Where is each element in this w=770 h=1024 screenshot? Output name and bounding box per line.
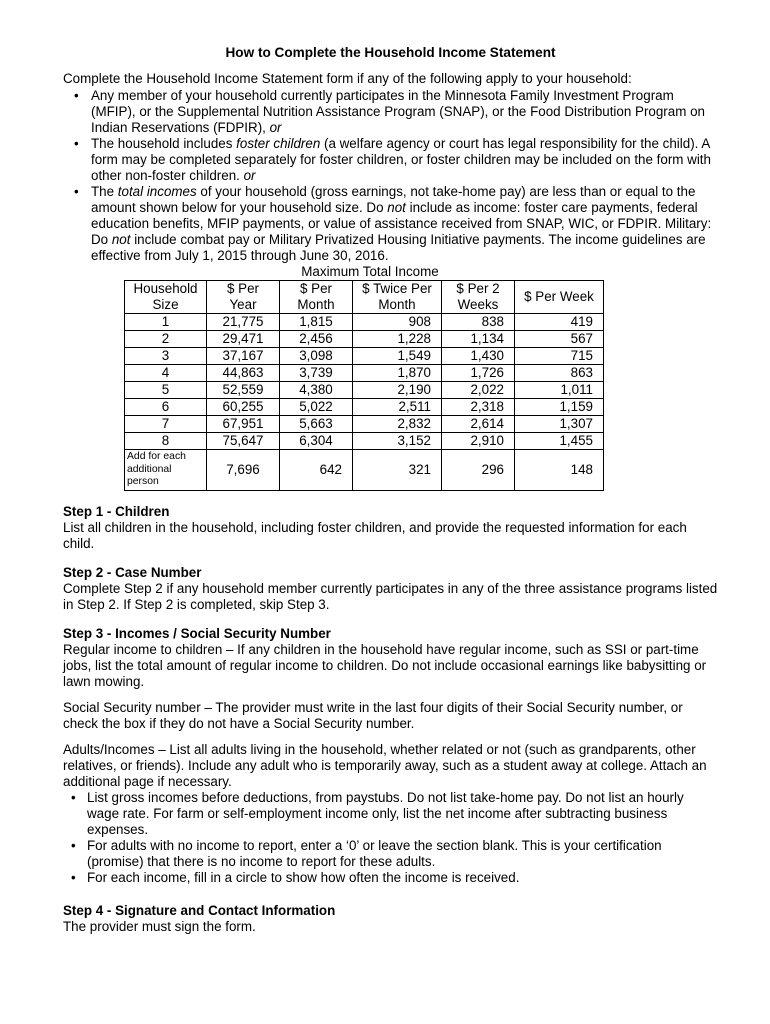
header-twice-per-month: $ Twice Per Month [353, 281, 442, 314]
table-cell: 4,380 [280, 382, 353, 399]
eligibility-or: or [243, 168, 256, 183]
table-cell: 1,228 [353, 331, 442, 348]
table-row [125, 433, 604, 450]
household-size-cell: 1 [125, 314, 207, 331]
step3-heading: Step 3 - Incomes / Social Security Number [63, 626, 331, 641]
table-cell: 2,511 [353, 399, 442, 416]
table-cell: 2,910 [442, 433, 515, 450]
step1-text: List all children in the household, including foster children, and provide the requested information for each child. [63, 520, 687, 551]
table-cell: 6,304 [280, 433, 353, 450]
step3-ssn-text: Social Security number – The provider must write in the last four digits of their Social Security number, or check the box if they do not have a Social Security number. [63, 700, 683, 731]
table-row [125, 382, 604, 399]
table-cell: 44,863 [207, 365, 280, 382]
table-cell: 52,559 [207, 382, 280, 399]
household-size-cell: 7 [125, 416, 207, 433]
step3-regular-income-text: Regular income to children – If any children in the household have regular income, such as SSI or part-time jobs, list the total amount of regular income to children. Do not include occasional earnings like babysitting or lawn mowing. [63, 642, 707, 689]
table-cell: 5,022 [280, 399, 353, 416]
document-page [63, 45, 718, 935]
table-row [125, 348, 604, 365]
table-cell: 715 [515, 348, 604, 365]
additional-person-label: Add for each additional person [125, 450, 207, 491]
table-cell: 5,663 [280, 416, 353, 433]
header-per-2-weeks: $ Per 2 Weeks [442, 281, 515, 314]
table-cell: 2,614 [442, 416, 515, 433]
step3-list-item: • List gross incomes before deductions, from paystubs. Do not list take-home pay. Do not list an hourly wage rate. For farm or self-employment income only, list the net income after subtracting business expenses. [63, 790, 718, 838]
step2-heading: Step 2 - Case Number [63, 565, 202, 580]
eligibility-or: or [269, 120, 282, 135]
table-header-row [125, 281, 604, 314]
table-cell: 1,430 [442, 348, 515, 365]
header-household-size: Household Size [125, 281, 207, 314]
household-size-cell: 4 [125, 365, 207, 382]
income-table [124, 280, 604, 491]
eligibility-list [63, 88, 718, 264]
table-cell: 908 [353, 314, 442, 331]
eligibility-item-income: • The total incomes of your household (gross earnings, not take-home pay) are less than or equal to the amount shown below for your household size. Do not include as income: foster care payments, federal education benefits, MFIP payments, or value of assistance received from SNAP, WIC, or FDPIR. Military: Do not include combat pay or Military Privatized Housing Initiative payments. The income guidelines are effective from July 1, 2015 through June 30, 2016. [63, 184, 718, 264]
table-cell: 1,159 [515, 399, 604, 416]
table-cell: 567 [515, 331, 604, 348]
table-row [125, 416, 604, 433]
table-row [125, 365, 604, 382]
step2-text: Complete Step 2 if any household member currently participates in any of the three assistance programs listed in Step 2. If Step 2 is completed, skip Step 3. [63, 581, 718, 612]
table-cell: 2,022 [442, 382, 515, 399]
table-cell: 7,696 [207, 450, 280, 491]
table-row [125, 331, 604, 348]
table-row [125, 399, 604, 416]
table-cell: 1,455 [515, 433, 604, 450]
household-size-cell: 6 [125, 399, 207, 416]
table-cell: 21,775 [207, 314, 280, 331]
household-size-cell: 8 [125, 433, 207, 450]
step1-heading: Step 1 - Children [63, 504, 170, 519]
table-caption: Maximum Total Income [301, 264, 439, 279]
table-cell: 419 [515, 314, 604, 331]
page-title: How to Complete the Household Income Statement [225, 45, 556, 60]
step3-list-item: • For adults with no income to report, enter a ‘0’ or leave the section blank. This is your certification (promise) that there is no income to report for these adults. [63, 838, 718, 870]
table-cell: 3,098 [280, 348, 353, 365]
table-cell: 2,318 [442, 399, 515, 416]
step3-list-item: • For each income, fill in a circle to show how often the income is received. [63, 870, 718, 886]
table-body [125, 314, 604, 491]
table-cell: 1,726 [442, 365, 515, 382]
household-size-cell: 5 [125, 382, 207, 399]
table-cell: 1,307 [515, 416, 604, 433]
intro-text: Complete the Household Income Statement form if any of the following apply to your household: [63, 71, 632, 86]
table-cell: 1,815 [280, 314, 353, 331]
header-per-month: $ Per Month [280, 281, 353, 314]
table-cell: 2,456 [280, 331, 353, 348]
table-cell: 67,951 [207, 416, 280, 433]
table-cell: 148 [515, 450, 604, 491]
step4-heading: Step 4 - Signature and Contact Information [63, 903, 336, 918]
table-cell: 3,152 [353, 433, 442, 450]
total-incomes-emphasis: total incomes [117, 184, 197, 199]
table-cell: 296 [442, 450, 515, 491]
step3-adults-text: Adults/Incomes – List all adults living in the household, whether related or not (such as grandparents, other relatives, or friends). Include any adult who is temporarily away, such as a student away at college. Attach an additional page if necessary. [63, 742, 707, 789]
eligibility-programs-text: Any member of your household currently participates in the Minnesota Family Investment Program (MFIP), or the Supplemental Nutrition Assistance Program (SNAP), or the Food Distribution Program on Indian Reservations (FDPIR), [91, 88, 705, 135]
table-cell: 1,870 [353, 365, 442, 382]
table-cell: 75,647 [207, 433, 280, 450]
table-row-additional [125, 450, 604, 491]
table-cell: 321 [353, 450, 442, 491]
table-row [125, 314, 604, 331]
table-cell: 2,190 [353, 382, 442, 399]
household-size-cell: 2 [125, 331, 207, 348]
table-cell: 1,134 [442, 331, 515, 348]
table-cell: 60,255 [207, 399, 280, 416]
table-cell: 1,011 [515, 382, 604, 399]
eligibility-item-foster: • The household includes foster children (a welfare agency or court has legal responsibility for the child). A form may be completed separately for foster children, or foster children may be included on the form with other non-foster children. or [63, 136, 718, 184]
table-cell: 838 [442, 314, 515, 331]
table-cell: 1,549 [353, 348, 442, 365]
step4-text: The provider must sign the form. [63, 919, 256, 934]
header-per-week: $ Per Week [515, 281, 604, 314]
table-cell: 37,167 [207, 348, 280, 365]
header-per-year: $ Per Year [207, 281, 280, 314]
table-cell: 863 [515, 365, 604, 382]
eligibility-item-programs [63, 88, 718, 136]
table-cell: 29,471 [207, 331, 280, 348]
table-cell: 2,832 [353, 416, 442, 433]
household-size-cell: 3 [125, 348, 207, 365]
table-cell: 642 [280, 450, 353, 491]
foster-children-emphasis: foster children [236, 136, 321, 151]
table-cell: 3,739 [280, 365, 353, 382]
step3-list [63, 790, 718, 886]
